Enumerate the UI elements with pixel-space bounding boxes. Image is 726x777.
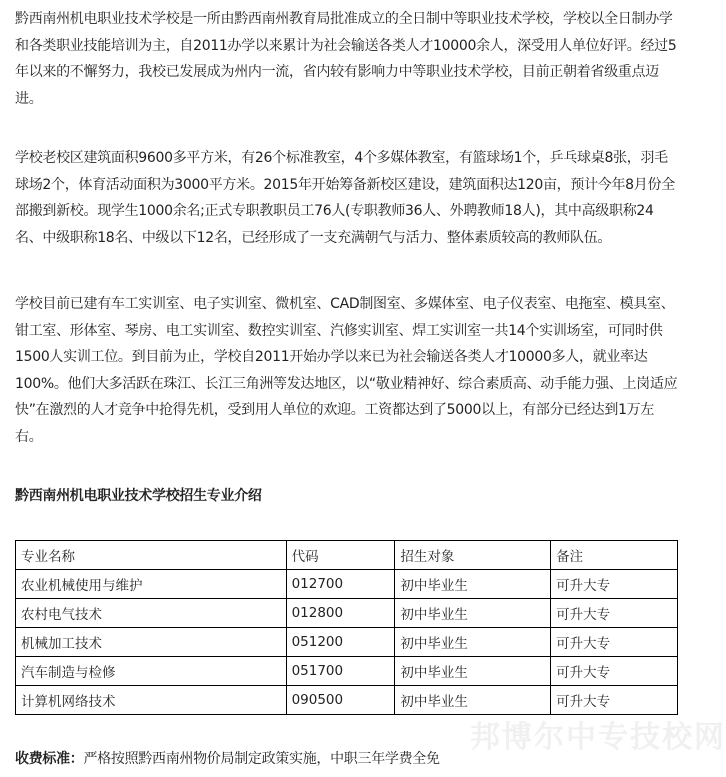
table-header-row bbox=[16, 541, 678, 570]
cell-note: 可升大专 bbox=[551, 570, 678, 599]
cell-note: 可升大专 bbox=[551, 628, 678, 657]
cell-target: 初中毕业生 bbox=[395, 599, 551, 628]
site-watermark: 邦博尔中专技校网 bbox=[470, 720, 726, 755]
cell-target: 初中毕业生 bbox=[395, 686, 551, 715]
cell-major-name: 农村电气技术 bbox=[16, 599, 287, 628]
cell-major-name: 汽车制造与检修 bbox=[16, 657, 287, 686]
cell-code: 012800 bbox=[286, 599, 395, 628]
cell-major-name: 机械加工技术 bbox=[16, 628, 287, 657]
cell-note: 可升大专 bbox=[551, 686, 678, 715]
cell-major-name: 农业机械使用与维护 bbox=[16, 570, 287, 599]
cell-note: 可升大专 bbox=[551, 657, 678, 686]
header-code: 代码 bbox=[286, 541, 395, 570]
table-row bbox=[16, 628, 678, 657]
table-row bbox=[16, 686, 678, 715]
majors-table bbox=[15, 540, 678, 715]
cell-target: 初中毕业生 bbox=[395, 570, 551, 599]
fee-text: 严格按照黔西南州物价局制定政策实施，中职三年学费全免 bbox=[83, 751, 440, 767]
cell-code: 051200 bbox=[286, 628, 395, 657]
training-paragraph: 学校目前已建有车工实训室、电子实训室、微机室、CAD制图室、多媒体室、电子仪表室、电拖室、模具室、钳工室、形体室、琴房、电工实训室、数控实训室、汽修实训室、焊工实训室一共14个实训场室，可同时供1500人实训工位。到目前为止，学校自2011开始办学以来已为社会输送各类人才10000多人，就业率达100%。他们大多活跃在珠江、长江三角洲等发达地区，以“敬业精神好、综合素质高、动手能力强、上岗适应快”在激烈的人才竞争中抢得先机，受到用人单位的欢迎。工资都达到了5000以上，有部分已经达到1万左右。 bbox=[15, 296, 678, 445]
table-row bbox=[16, 657, 678, 686]
table-row bbox=[16, 570, 678, 599]
header-note: 备注 bbox=[551, 541, 678, 570]
cell-major-name: 计算机网络技术 bbox=[16, 686, 287, 715]
cell-note: 可升大专 bbox=[551, 599, 678, 628]
header-target: 招生对象 bbox=[395, 541, 551, 570]
header-major-name: 专业名称 bbox=[16, 541, 287, 570]
fee-standard bbox=[15, 748, 440, 768]
fee-label: 收费标准： bbox=[15, 751, 84, 767]
facilities-paragraph: 学校老校区建筑面积9600多平方米，有26个标准教室，4个多媒体教室，有篮球场1个，乒乓球桌8张，羽毛球场2个，体育活动面积为3000平方米。2015年开始筹备新校区建设，建筑面积达120亩，预计今年8月份全部搬到新校。现学生1000余名;正式专职教职员工76人(专职教师36人、外聘教师18人)，其中高级职称24名、中级职称18名、中级以下12名，已经形成了一支充满朝气与活力、整体素质较高的教师队伍。 bbox=[15, 150, 675, 246]
cell-target: 初中毕业生 bbox=[395, 628, 551, 657]
table-row bbox=[16, 599, 678, 628]
cell-code: 090500 bbox=[286, 686, 395, 715]
majors-heading: 黔西南州机电职业技术学校招生专业介绍 bbox=[15, 488, 262, 504]
cell-code: 012700 bbox=[286, 570, 395, 599]
intro-paragraph: 黔西南州机电职业技术学校是一所由黔西南州教育局批准成立的全日制中等职业技术学校，学校以全日制办学和各类职业技能培训为主，自2011办学以来累计为社会输送各类人才10000余人，深受用人单位好评。经过5年以来的不懈努力，我校已发展成为州内一流，省内较有影响力中等职业技术学校，目前正朝着省级重点迈进。 bbox=[15, 11, 677, 107]
cell-code: 051700 bbox=[286, 657, 395, 686]
cell-target: 初中毕业生 bbox=[395, 657, 551, 686]
